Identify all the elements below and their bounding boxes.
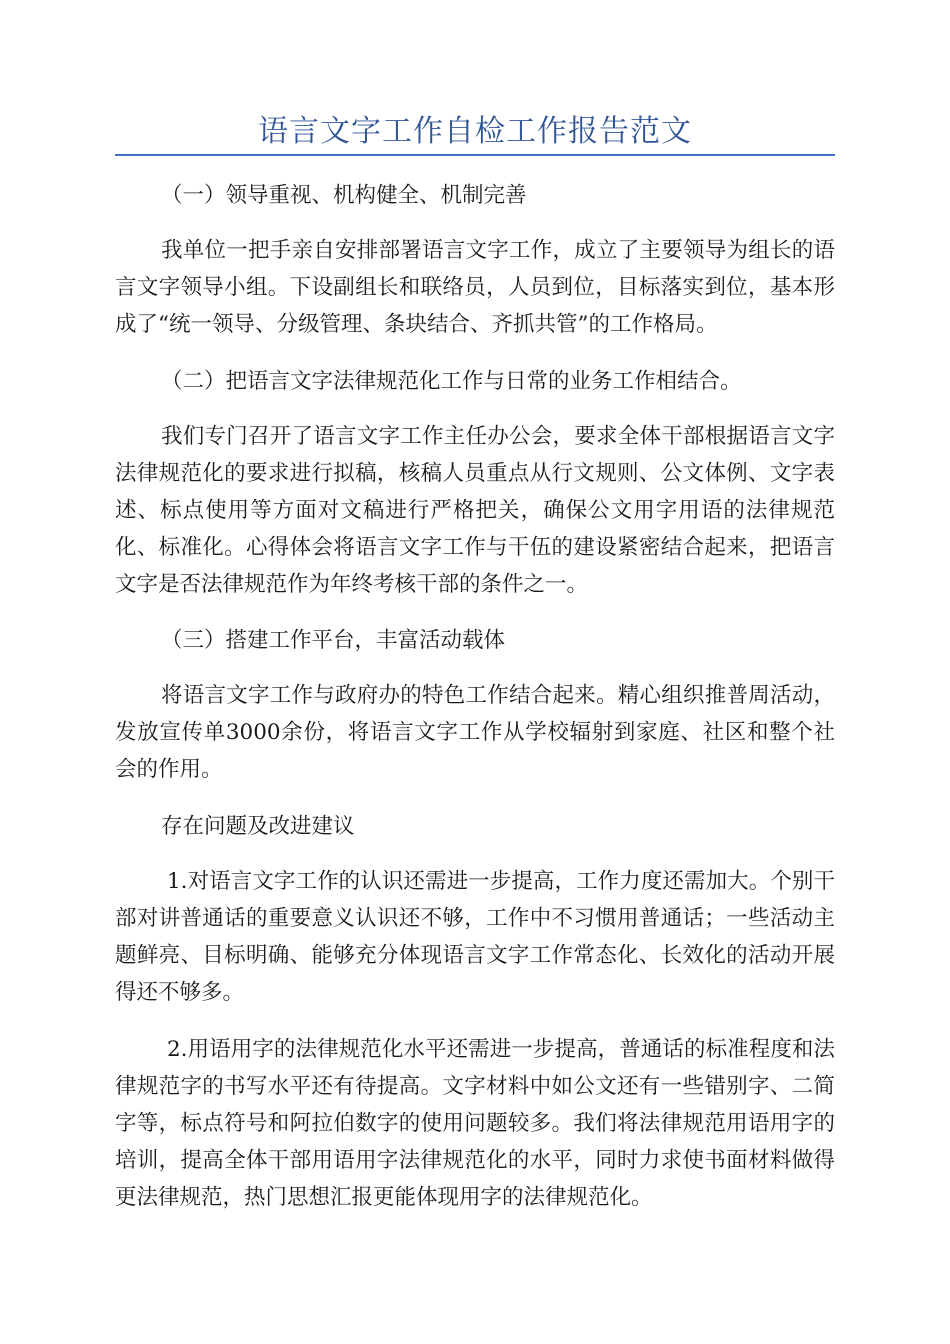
page-title: 语言文字工作自检工作报告范文 (258, 114, 692, 149)
section-heading-1: （一）领导重视、机构健全、机制完善 (161, 183, 527, 208)
paragraph-3: 将语言文字工作与政府办的特色工作结合起来。精心组织推普周活动，发放宣传单3000余份，将语言文字工作从学校辐射到家庭、社区和整个社会的作用。 (115, 683, 835, 782)
section-heading-3: （三）搭建工作平台，丰富活动载体 (161, 628, 506, 653)
paragraph-1: 我单位一把手亲自安排部署语言文字工作，成立了主要领导为组长的语言文字领导小组。下设副组长和联络员，人员到位，目标落实到位，基本形成了“统一领导、分级管理、条块结合、齐抓共管”的工作格局。 (115, 238, 835, 337)
list-item-2: 2.用语用字的法律规范化水平还需进一步提高，普通话的标准程度和法律规范字的书写水平还有待提高。文字材料中如公文还有一些错别字、二简字等，标点符号和阿拉伯数字的使用问题较多。我们将法律规范用语用字的培训，提高全体干部用语用字法律规范化的水平，同时力求使书面材料做得更法律规范，热门思想汇报更能体现用字的法律规范化。 (115, 1037, 835, 1210)
list-item-1: 1.对语言文字工作的认识还需进一步提高，工作力度还需加大。个别干部对讲普通话的重要意义认识还不够，工作中不习惯用普通话；一些活动主题鲜亮、目标明确、能够充分体现语言文字工作常态化、长效化的活动开展得还不够多。 (115, 869, 835, 1005)
paragraph-2: 我们专门召开了语言文字工作主任办公会，要求全体干部根据语言文字法律规范化的要求进行拟稿，核稿人员重点从行文规则、公文体例、文字表述、标点使用等方面对文稿进行严格把关，确保公文用字用语的法律规范化、标准化。心得体会将语言文字工作与干伍的建设紧密结合起来，把语言文字是否法律规范作为年终考核干部的条件之一。 (115, 424, 835, 597)
section-heading-2: （二）把语言文字法律规范化工作与日常的业务工作相结合。 (161, 369, 742, 394)
title-underline (115, 154, 835, 156)
section-heading-4: 存在问题及改进建议 (161, 814, 355, 839)
